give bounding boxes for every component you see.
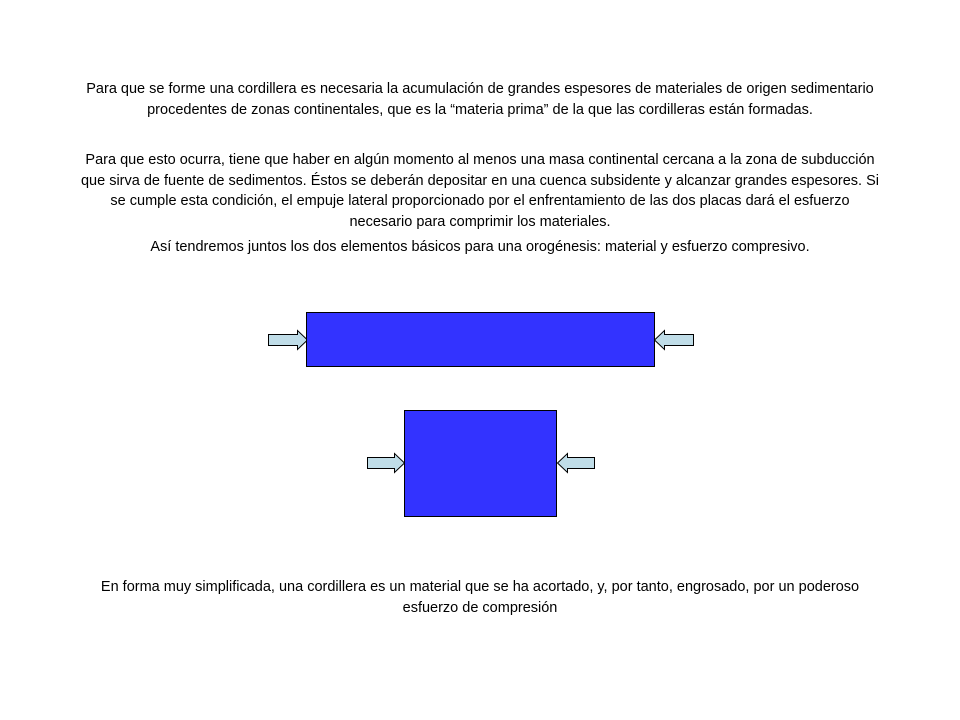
conclusion-paragraph: Así tendremos juntos los dos elementos básicos para una orogénesis: material y esfuerzo compresivo. bbox=[150, 239, 810, 255]
compression-arrow-left-icon bbox=[654, 330, 694, 350]
intro-paragraph: Para que se forme una cordillera es necesaria la acumulación de grandes espesores de materiales de origen sedimentario procedentes de zonas continentales, que es la “materia prima” de la que las cordilleras están formadas. bbox=[86, 81, 874, 118]
condition-paragraph: Para que esto ocurra, tiene que haber en algún momento al menos una masa continental cercana a la zona de subducción que sirva de fuente de sedimentos. Éstos se deberán depositar en una cuenca subsidente y alcanzar grandes espesores. Si se cumple esta condición, el empuje lateral proporcionado por el enfrentamiento de las dos placas dará el esfuerzo necesario para comprimir los materiales. bbox=[80, 152, 879, 230]
compression-arrow-left-icon bbox=[557, 453, 595, 473]
compression-arrow-right-icon bbox=[367, 453, 405, 473]
sediment-block-after-compression bbox=[404, 410, 557, 517]
compression-arrow-right-icon bbox=[268, 330, 308, 350]
sediment-block-before-compression bbox=[306, 312, 655, 367]
diagram-caption: En forma muy simplificada, una cordillera es un material que se ha acortado, y, por tanto, engrosado, por un poderoso esfuerzo de compresión bbox=[100, 579, 860, 616]
